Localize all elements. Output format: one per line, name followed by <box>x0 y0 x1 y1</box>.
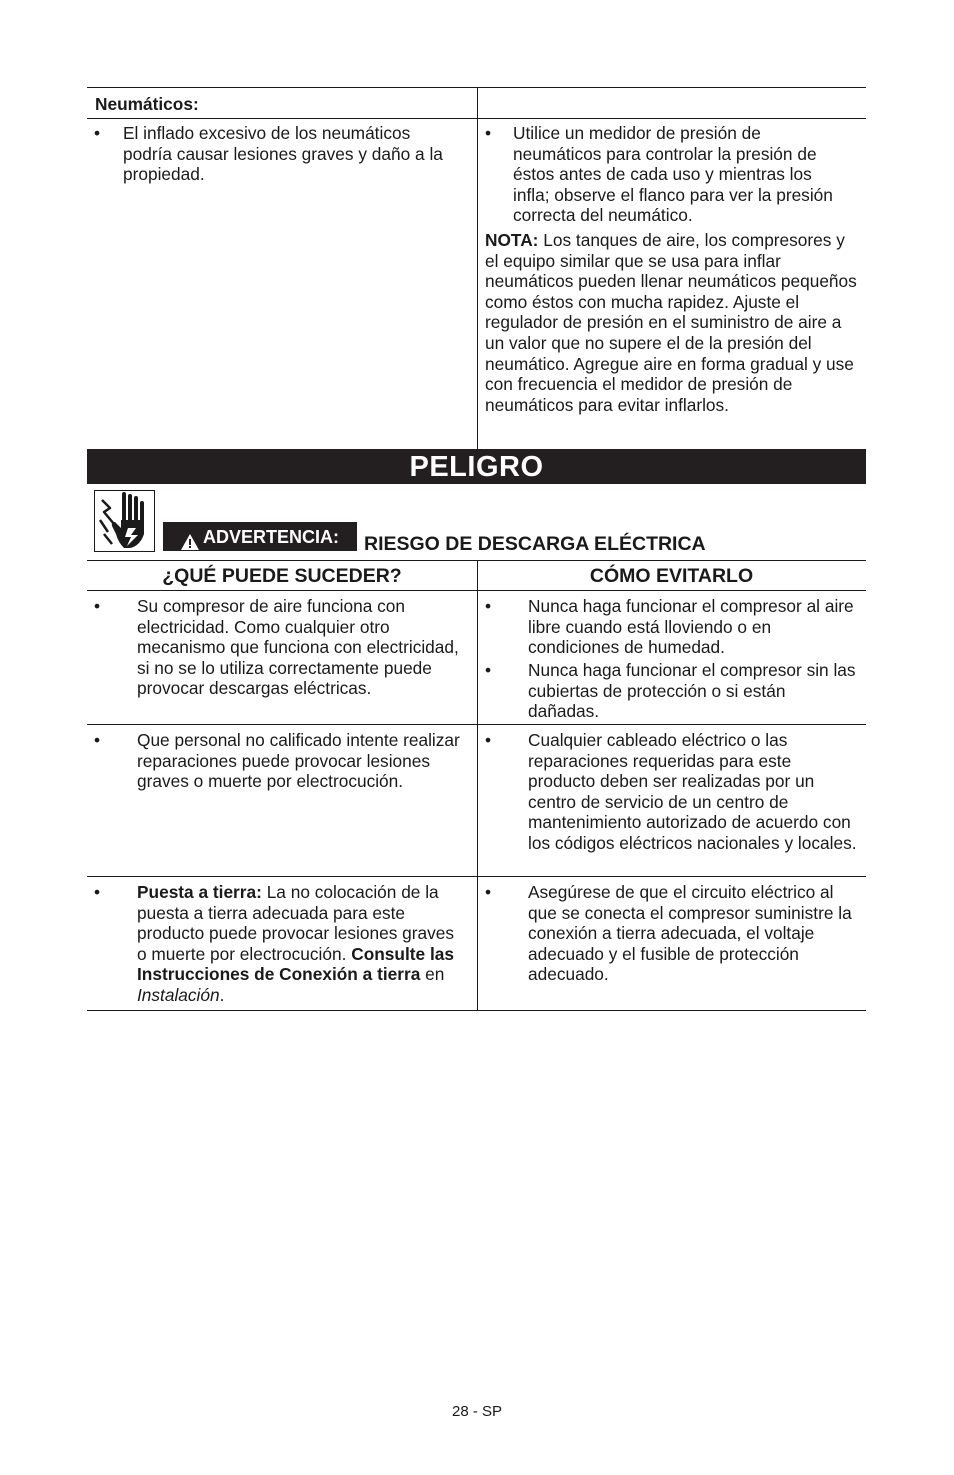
column-header-what-can-happen: ¿QUÉ PUEDE SUCEDER? <box>162 565 402 587</box>
reference-period: . <box>219 984 225 1005</box>
tires-header: Neumáticos: <box>95 94 199 114</box>
advertencia-text: ADVERTENCIA: <box>202 526 339 547</box>
row1-prevention-2: Nunca haga funcionar el compresor sin las cubiertas de protección o si están dañadas. <box>528 660 856 722</box>
tires-note <box>485 230 861 415</box>
bullet: • <box>485 596 492 616</box>
bullet: • <box>94 123 101 143</box>
table-column-divider <box>477 560 478 1010</box>
tires-prevention-text: Utilice un medidor de presión de neumáticos para controlar la presión de éstos antes de cada uso y mientras los infla; observe el flanco para ver la presión correcta del neumático. <box>513 123 833 226</box>
row1-hazard-text: Su compresor de aire funciona con electricidad. Como cualquier otro mecanismo que funciona con electricidad, si no se lo utiliza correctamente puede provocar descargas eléctricas. <box>137 596 459 699</box>
risk-heading: RIESGO DE DESCARGA ELÉCTRICA <box>364 533 706 555</box>
page-number: 28 - SP <box>451 1403 503 1420</box>
note-label: NOTA: <box>485 230 539 250</box>
row2-prevention-text: Cualquier cableado eléctrico o las reparaciones requeridas para este producto deben ser realizadas por un centro de servicio de un centro de mantenimiento autorizado de acuerdo con los códigos eléctricos nacionales y locales. <box>528 730 857 853</box>
grounding-reference: Consulte las Instrucciones de Conexión a tierra <box>137 943 454 985</box>
danger-banner: PELIGRO <box>87 449 866 484</box>
bullet: • <box>485 730 492 750</box>
row2-hazard-text: Que personal no calificado intente realizar reparaciones puede provocar lesiones graves o muerte por electrocución. <box>137 730 460 792</box>
row3-hazard <box>137 882 467 1006</box>
warning-triangle-icon <box>181 529 199 545</box>
tires-hazard-text: El inflado excesivo de los neumáticos podría causar lesiones graves y daño a la propiedad. <box>123 123 443 185</box>
electric-shock-hand-icon <box>94 490 155 552</box>
bullet: • <box>485 123 492 143</box>
bullet: • <box>485 660 492 680</box>
grounding-reference-connector: en <box>425 964 445 985</box>
grounding-label: Puesta a tierra: <box>137 882 262 902</box>
advertencia-label <box>163 522 357 551</box>
note-text: Los tanques de aire, los compresores y el equipo similar que se usa para inflar neumáticos pueden llenar neumáticos pequeños como éstos con mucha rapidez. Ajuste el regulador de presión en el suministro de aire a un valor que no supere el de la presión del neumático. Agregue aire en forma gradual y use con frecuencia el medidor de presión de neumáticos para evitar inflarlos. <box>485 230 857 415</box>
table-bottom-rule <box>87 1010 866 1011</box>
row3-prevention-text: Asegúrese de que el circuito eléctrico al que se conecta el compresor suministre la conexión a tierra adecuada, el voltaje adecuado y el fusible de protección adecuado. <box>528 882 852 985</box>
column-header-how-to-avoid: CÓMO EVITARLO <box>589 565 754 587</box>
bullet: • <box>94 730 101 750</box>
bullet: • <box>485 882 492 902</box>
row1-prevention-1: Nunca haga funcionar el compresor al aire libre cuando está lloviendo o en condiciones de humedad. <box>528 596 854 658</box>
grounding-text: La no colocación de la puesta a tierra adecuada para este producto puede provocar lesiones graves o muerte por electrocución. <box>137 882 455 964</box>
installation-reference: Instalación <box>137 984 220 1005</box>
bullet: • <box>94 596 101 616</box>
table-column-divider <box>477 87 478 449</box>
bullet: • <box>94 882 101 902</box>
